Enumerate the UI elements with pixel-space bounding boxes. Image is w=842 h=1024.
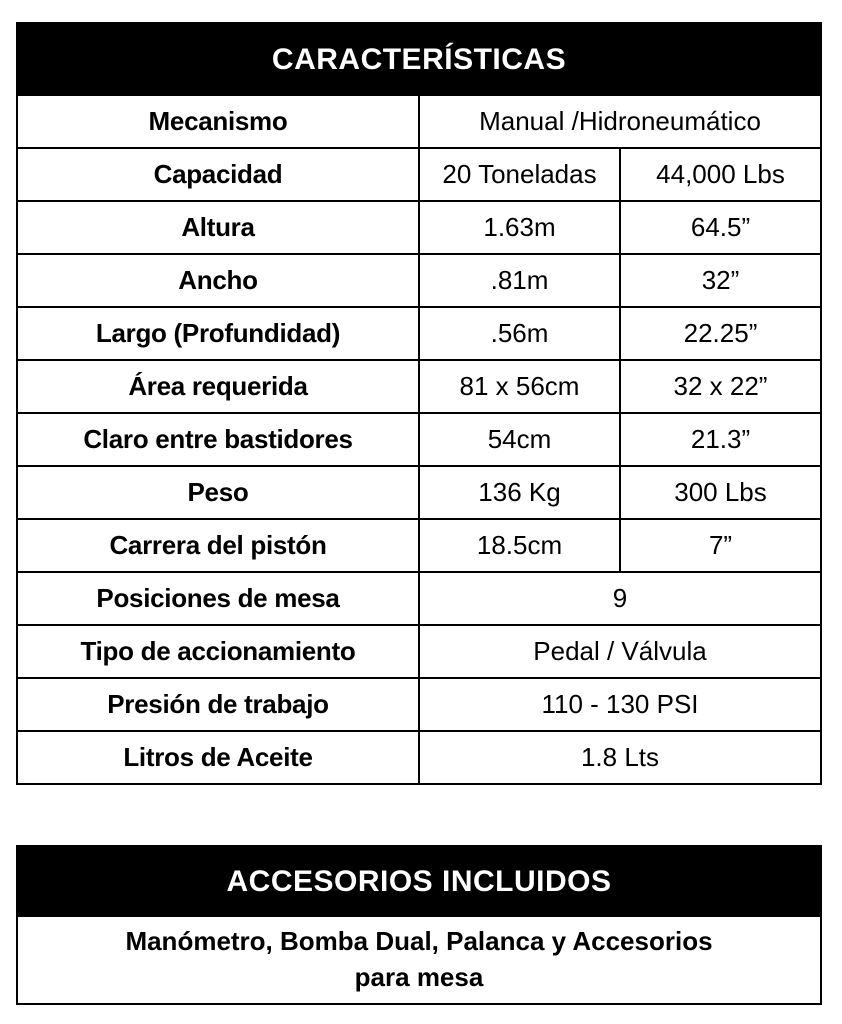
accessories-title: ACCESORIOS INCLUIDOS [18,847,820,917]
row-value: Pedal / Válvula [419,625,820,678]
specifications-table [18,96,820,783]
row-label: Capacidad [18,148,419,201]
specifications-title: CARACTERÍSTICAS [18,24,820,96]
accessories-line-2: para mesa [354,962,484,992]
table-row [18,731,820,783]
row-label: Tipo de accionamiento [18,625,419,678]
row-value: Manual /Hidroneumático [419,96,820,148]
row-metric-value: 81 x 56cm [419,360,620,413]
row-imperial-value: 32” [620,254,820,307]
accessories-line-1: Manómetro, Bomba Dual, Palanca y Accesorios [125,926,713,956]
row-label: Peso [18,466,419,519]
row-metric-value: 18.5cm [419,519,620,572]
row-imperial-value: 300 Lbs [620,466,820,519]
row-label: Claro entre bastidores [18,413,419,466]
row-label: Litros de Aceite [18,731,419,783]
row-imperial-value: 32 x 22” [620,360,820,413]
row-metric-value: 54cm [419,413,620,466]
row-imperial-value: 44,000 Lbs [620,148,820,201]
row-imperial-value: 22.25” [620,307,820,360]
row-metric-value: 1.63m [419,201,620,254]
table-row [18,360,820,413]
row-label: Ancho [18,254,419,307]
table-row [18,148,820,201]
row-metric-value: .56m [419,307,620,360]
accessories-description [18,917,820,1003]
row-metric-value: .81m [419,254,620,307]
row-label: Mecanismo [18,96,419,148]
specifications-panel [16,22,822,785]
row-value: 110 - 130 PSI [419,678,820,731]
row-label: Presión de trabajo [18,678,419,731]
row-label: Largo (Profundidad) [18,307,419,360]
table-row [18,201,820,254]
table-row [18,466,820,519]
table-row [18,307,820,360]
row-label: Posiciones de mesa [18,572,419,625]
row-value: 1.8 Lts [419,731,820,783]
row-value: 9 [419,572,820,625]
row-label: Carrera del pistón [18,519,419,572]
table-row [18,625,820,678]
table-row [18,413,820,466]
row-label: Altura [18,201,419,254]
table-row [18,96,820,148]
table-row [18,678,820,731]
table-row [18,519,820,572]
row-label: Área requerida [18,360,419,413]
row-metric-value: 136 Kg [419,466,620,519]
table-row [18,572,820,625]
row-imperial-value: 21.3” [620,413,820,466]
accessories-panel [16,845,822,1005]
table-row [18,254,820,307]
row-metric-value: 20 Toneladas [419,148,620,201]
row-imperial-value: 7” [620,519,820,572]
row-imperial-value: 64.5” [620,201,820,254]
